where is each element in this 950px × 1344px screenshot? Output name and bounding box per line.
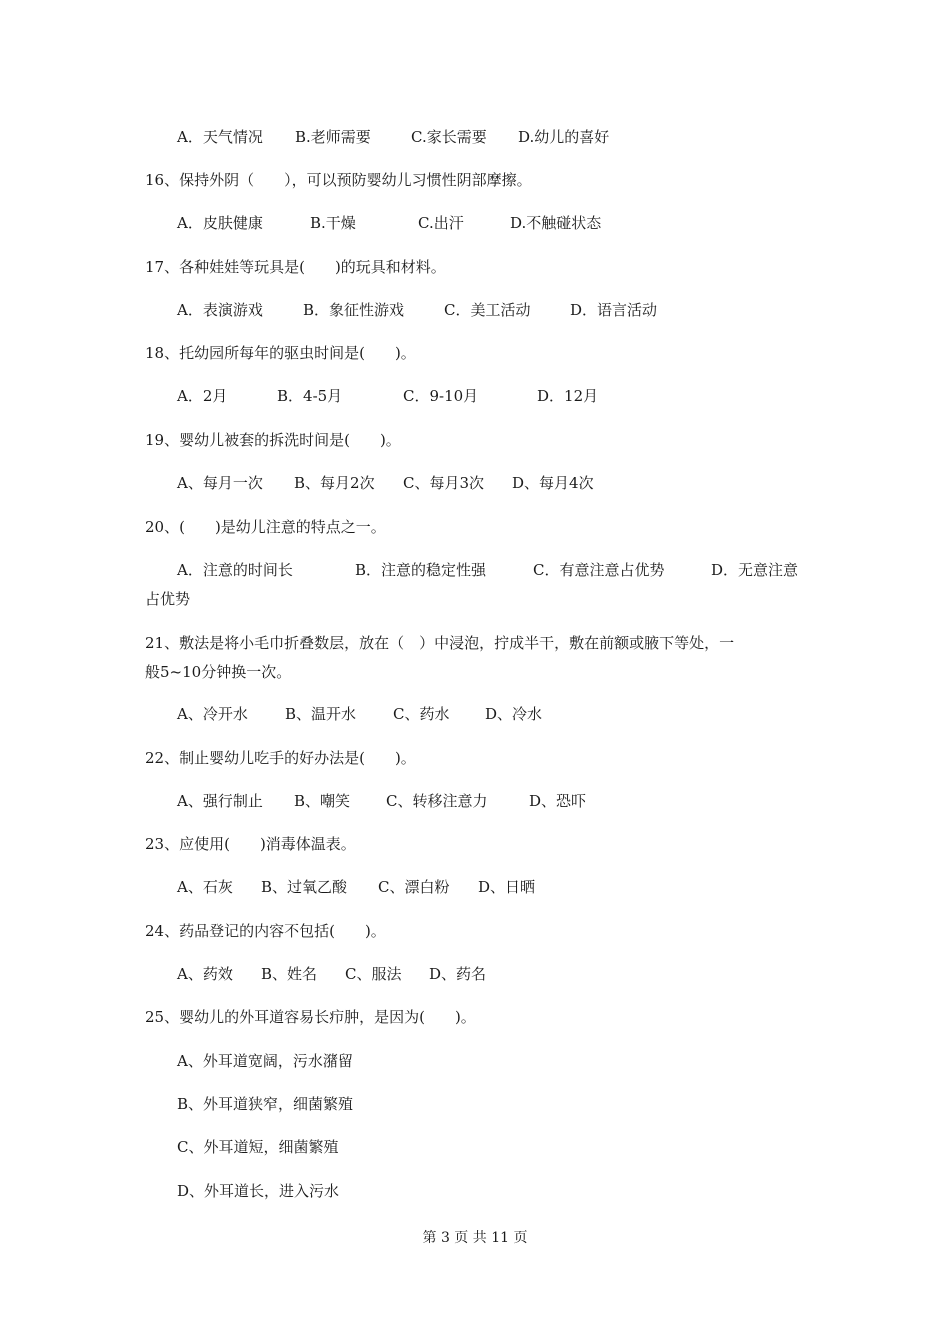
option-d: D、药名	[429, 965, 487, 983]
option-d: D．无意注意	[711, 561, 799, 579]
option-a: A．皮肤健康	[177, 214, 263, 232]
question-21-line-2: 般5~10分钟换一次。	[145, 663, 292, 681]
option-c: C、每月3次	[403, 474, 485, 492]
question-19: 19、婴幼儿被套的拆洗时间是( )。	[145, 431, 401, 449]
option-c: C、服法	[345, 965, 402, 983]
question-16: 16、保持外阴（ ），可以预防婴幼儿习惯性阴部摩擦。	[145, 171, 532, 189]
option-b: B.干燥	[310, 214, 356, 232]
option-c: C、药水	[393, 705, 450, 723]
option-a: A．注意的时间长	[177, 561, 293, 579]
option-c: C、漂白粉	[378, 878, 450, 896]
option-d: D、日晒	[478, 878, 536, 896]
option-a: A、石灰	[177, 878, 233, 896]
option-b: B、姓名	[261, 965, 318, 983]
option-b: B．注意的稳定性强	[355, 561, 487, 579]
q17-options	[177, 299, 657, 321]
option-d: D、每月4次	[512, 474, 594, 492]
option-a: A、强行制止	[177, 792, 263, 810]
q25-option-c: C、外耳道短，细菌繁殖	[177, 1138, 339, 1156]
question-23: 23、应使用( )消毒体温表。	[145, 835, 356, 853]
q21-options	[177, 703, 542, 725]
option-b: B．象征性游戏	[303, 301, 405, 319]
option-d: D．语言活动	[570, 301, 658, 319]
option-b: B.老师需要	[295, 128, 371, 146]
option-c: C.出汗	[418, 214, 464, 232]
option-d: D.不触碰状态	[510, 214, 602, 232]
option-c: C．美工活动	[444, 301, 531, 319]
page-number-footer: 第 3 页 共 11 页	[422, 1230, 528, 1246]
option-a: A．天气情况	[177, 128, 263, 146]
option-c: C．9-10月	[403, 387, 479, 405]
option-b: B．4-5月	[277, 387, 343, 405]
question-24: 24、药品登记的内容不包括( )。	[145, 922, 386, 940]
q25-option-b: B、外耳道狭窄，细菌繁殖	[177, 1095, 354, 1113]
q20-options-continued: 占优势	[145, 590, 191, 608]
q20-options	[177, 559, 798, 581]
option-b: B、嘲笑	[294, 792, 351, 810]
option-d: D、恐吓	[529, 792, 587, 810]
question-25: 25、婴幼儿的外耳道容易长疖肿，是因为( )。	[145, 1008, 476, 1026]
q24-options	[177, 963, 486, 985]
q22-options	[177, 790, 586, 812]
option-a: A、每月一次	[177, 474, 263, 492]
option-d: D.幼儿的喜好	[518, 128, 610, 146]
option-a: A．表演游戏	[177, 301, 263, 319]
question-22: 22、制止婴幼儿吃手的好办法是( )。	[145, 749, 416, 767]
q18-options	[177, 385, 598, 407]
option-c: C.家长需要	[411, 128, 487, 146]
q16-options	[177, 212, 601, 234]
option-c: C、转移注意力	[386, 792, 488, 810]
question-21-line-1: 21、敷法是将小毛巾折叠数层，放在（ ）中浸泡，拧成半干，敷在前额或腋下等处，一	[145, 634, 735, 652]
question-20: 20、( )是幼儿注意的特点之一。	[145, 518, 386, 536]
q19-options	[177, 472, 594, 494]
question-17: 17、各种娃娃等玩具是( )的玩具和材料。	[145, 258, 446, 276]
option-b: B、过氧乙酸	[261, 878, 348, 896]
q15-options	[177, 126, 609, 148]
option-c: C．有意注意占优势	[533, 561, 665, 579]
option-a: A．2月	[177, 387, 228, 405]
option-d: D、冷水	[485, 705, 543, 723]
q25-option-a: A、外耳道宽阔，污水潴留	[177, 1052, 353, 1070]
option-a: A、冷开水	[177, 705, 248, 723]
option-b: B、每月2次	[294, 474, 375, 492]
question-18: 18、托幼园所每年的驱虫时间是( )。	[145, 344, 416, 362]
option-a: A、药效	[177, 965, 233, 983]
q25-option-d: D、外耳道长，进入污水	[177, 1182, 340, 1200]
q23-options	[177, 876, 535, 898]
option-b: B、温开水	[285, 705, 357, 723]
option-d: D．12月	[537, 387, 599, 405]
